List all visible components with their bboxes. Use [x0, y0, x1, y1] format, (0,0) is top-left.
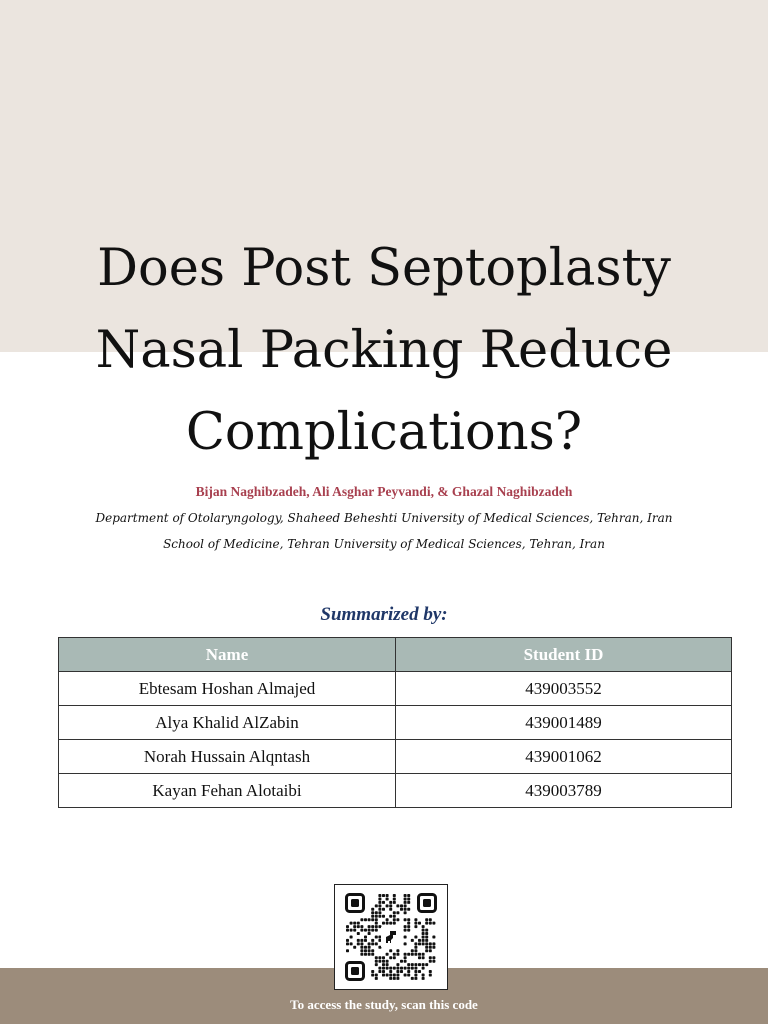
title-line-2: Nasal Packing Reduce [95, 321, 673, 380]
document-title [0, 228, 768, 474]
student-id: 439003789 [396, 774, 732, 808]
table-row [59, 672, 732, 706]
column-header-name: Name [59, 638, 396, 672]
student-name: Ebtesam Hoshan Almajed [59, 672, 396, 706]
table-row [59, 774, 732, 808]
student-name: Norah Hussain Alqntash [59, 740, 396, 774]
qr-code[interactable] [334, 884, 448, 990]
table-row [59, 740, 732, 774]
column-header-student-id: Student ID [396, 638, 732, 672]
student-id: 439001489 [396, 706, 732, 740]
title-line-1: Does Post Septoplasty [97, 239, 671, 298]
student-id: 439003552 [396, 672, 732, 706]
summarized-by-heading: Summarized by: [320, 604, 448, 625]
author-list: Bijan Naghibzadeh, Ali Asghar Peyvandi, & Ghazal Naghibzadeh [195, 484, 573, 499]
student-name: Alya Khalid AlZabin [59, 706, 396, 740]
affiliation-2: School of Medicine, Tehran University of Medical Sciences, Tehran, Iran [163, 537, 605, 551]
student-name: Kayan Fehan Alotaibi [59, 774, 396, 808]
scan-caption: To access the study, scan this code [290, 997, 478, 1012]
qr-code-icon [344, 892, 438, 982]
students-table [58, 637, 732, 808]
affiliation-1: Department of Otolaryngology, Shaheed Beheshti University of Medical Sciences, Tehran, Iran [95, 511, 673, 525]
table-header-row [59, 638, 732, 672]
title-line-3: Complications? [185, 403, 583, 462]
student-id: 439001062 [396, 740, 732, 774]
table-row [59, 706, 732, 740]
